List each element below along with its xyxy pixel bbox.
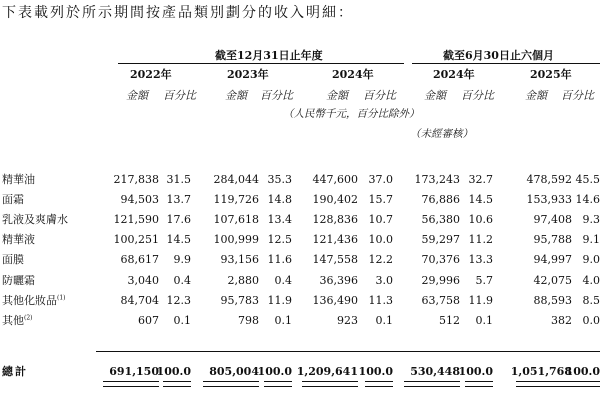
percent-header: 百分比 (363, 89, 396, 102)
percent-cell: 9.3 (582, 213, 600, 226)
intro-text: 下表載列於所示期間按產品類別劃分的收入明細： (2, 5, 354, 21)
total-amount-cell: 805,004 (209, 365, 259, 378)
total-double-underline (465, 381, 493, 387)
amount-cell: 95,788 (533, 233, 572, 246)
percent-cell: 31.5 (166, 173, 191, 186)
amount-cell: 3,040 (127, 274, 159, 287)
amount-cell: 119,726 (213, 193, 259, 206)
percent-cell: 13.4 (267, 213, 292, 226)
percent-cell: 14.5 (166, 233, 191, 246)
percent-cell: 9.0 (582, 253, 600, 266)
amount-cell: 798 (238, 314, 259, 327)
year-header-2025-hy: 2025年 (530, 68, 572, 81)
amount-cell: 100,999 (213, 233, 259, 246)
percent-cell: 9.1 (582, 233, 600, 246)
amount-cell: 147,558 (312, 253, 358, 266)
total-double-underline (302, 381, 358, 387)
percent-cell: 11.9 (468, 294, 493, 307)
fiscal-year-group-header: 截至12月31日止年度 (215, 49, 323, 62)
percent-cell: 32.7 (468, 173, 493, 186)
row-label: 面膜 (2, 253, 24, 266)
percent-cell: 45.5 (575, 173, 600, 186)
total-percent-cell: 100.0 (565, 365, 600, 378)
percent-cell: 11.3 (368, 294, 393, 307)
percent-cell: 0.4 (274, 274, 292, 287)
percent-cell: 0.1 (375, 314, 393, 327)
amount-cell: 84,704 (120, 294, 159, 307)
amount-cell: 29,996 (421, 274, 460, 287)
row-label: 其他$^{(2)}$ (2, 314, 33, 327)
amount-cell: 100,251 (113, 233, 159, 246)
total-double-underline (203, 381, 259, 387)
percent-cell: 3.0 (375, 274, 393, 287)
amount-cell: 923 (337, 314, 358, 327)
total-percent-cell: 100.0 (257, 365, 292, 378)
percent-cell: 9.9 (173, 253, 191, 266)
percent-cell: 10.7 (368, 213, 393, 226)
total-amount-cell: 530,448 (410, 365, 460, 378)
amount-cell: 607 (138, 314, 159, 327)
total-amount-cell: 1,209,641 (296, 365, 358, 378)
amount-cell: 70,376 (421, 253, 460, 266)
total-top-rule (96, 351, 600, 352)
year-header-2022: 2022年 (130, 68, 172, 81)
row-label: 精華液 (2, 233, 35, 246)
total-amount-cell: 691,150 (109, 365, 159, 378)
percent-cell: 13.3 (468, 253, 493, 266)
percent-cell: 11.2 (468, 233, 493, 246)
amount-header: 金額 (225, 89, 247, 102)
year-header-2024-hy: 2024年 (433, 68, 475, 81)
total-double-underline (163, 381, 191, 387)
row-label: 乳液及爽膚水 (2, 213, 68, 226)
percent-cell: 11.9 (267, 294, 292, 307)
percent-cell: 11.6 (267, 253, 292, 266)
amount-cell: 190,402 (312, 193, 358, 206)
amount-cell: 59,297 (421, 233, 460, 246)
percent-cell: 0.1 (475, 314, 493, 327)
total-amount-cell: 1,051,768 (510, 365, 572, 378)
total-label: 總計 (2, 365, 28, 378)
fiscal-year-underline (118, 63, 404, 64)
percent-cell: 0.1 (274, 314, 292, 327)
total-double-underline (404, 381, 460, 387)
percent-cell: 17.6 (166, 213, 191, 226)
amount-cell: 93,156 (220, 253, 259, 266)
amount-cell: 97,408 (533, 213, 572, 226)
total-double-underline (365, 381, 393, 387)
total-percent-cell: 100.0 (358, 365, 393, 378)
percent-cell: 10.6 (468, 213, 493, 226)
amount-header: 金額 (126, 89, 148, 102)
percent-cell: 12.2 (368, 253, 393, 266)
percent-cell: 0.1 (173, 314, 191, 327)
amount-cell: 2,880 (227, 274, 259, 287)
amount-header: 金額 (525, 89, 547, 102)
row-label: 面霜 (2, 193, 24, 206)
total-double-underline (516, 381, 572, 387)
amount-cell: 512 (439, 314, 460, 327)
percent-cell: 14.8 (267, 193, 292, 206)
amount-cell: 107,618 (213, 213, 259, 226)
amount-cell: 153,933 (526, 193, 572, 206)
percent-cell: 14.5 (468, 193, 493, 206)
row-label: 精華油 (2, 173, 35, 186)
percent-cell: 12.5 (267, 233, 292, 246)
amount-header: 金額 (424, 89, 446, 102)
total-double-underline (572, 381, 600, 387)
unit-note: （人民幣千元，百分比除外） (283, 108, 420, 120)
amount-cell: 121,436 (312, 233, 358, 246)
total-percent-cell: 100.0 (458, 365, 493, 378)
amount-cell: 478,592 (526, 173, 572, 186)
amount-cell: 88,593 (533, 294, 572, 307)
year-header-2024: 2024年 (332, 68, 374, 81)
amount-cell: 36,396 (319, 274, 358, 287)
percent-cell: 13.7 (166, 193, 191, 206)
amount-cell: 76,886 (421, 193, 460, 206)
amount-cell: 68,617 (120, 253, 159, 266)
half-year-underline (412, 63, 600, 64)
row-label: 防曬霜 (2, 274, 35, 287)
percent-cell: 37.0 (368, 173, 393, 186)
percent-cell: 4.0 (582, 274, 600, 287)
year-header-2023: 2023年 (227, 68, 269, 81)
percent-cell: 12.3 (166, 294, 191, 307)
percent-cell: 15.7 (368, 193, 393, 206)
row-label: 其他化妝品$^{(1)}$ (2, 294, 66, 307)
total-double-underline (264, 381, 292, 387)
amount-cell: 136,490 (312, 294, 358, 307)
half-year-group-header: 截至6月30日止六個月 (443, 49, 554, 62)
amount-cell: 128,836 (312, 213, 358, 226)
percent-header: 百分比 (561, 89, 594, 102)
total-double-underline (103, 381, 159, 387)
percent-cell: 8.5 (582, 294, 600, 307)
amount-cell: 284,044 (213, 173, 259, 186)
percent-cell: 0.0 (582, 314, 600, 327)
percent-header: 百分比 (461, 89, 494, 102)
amount-cell: 56,380 (421, 213, 460, 226)
total-percent-cell: 100.0 (156, 365, 191, 378)
amount-cell: 382 (551, 314, 572, 327)
amount-cell: 95,783 (220, 294, 259, 307)
percent-cell: 5.7 (475, 274, 493, 287)
amount-cell: 217,838 (113, 173, 159, 186)
amount-cell: 447,600 (312, 173, 358, 186)
percent-header: 百分比 (260, 89, 293, 102)
amount-cell: 94,997 (533, 253, 572, 266)
amount-cell: 42,075 (533, 274, 572, 287)
percent-cell: 14.6 (575, 193, 600, 206)
percent-header: 百分比 (163, 89, 196, 102)
percent-cell: 0.4 (173, 274, 191, 287)
percent-cell: 10.0 (368, 233, 393, 246)
amount-cell: 63,758 (421, 294, 460, 307)
amount-cell: 173,243 (414, 173, 460, 186)
amount-cell: 121,590 (113, 213, 159, 226)
unaudited-note: （未經審核） (410, 128, 473, 140)
percent-cell: 35.3 (267, 173, 292, 186)
amount-header: 金額 (326, 89, 348, 102)
amount-cell: 94,503 (120, 193, 159, 206)
